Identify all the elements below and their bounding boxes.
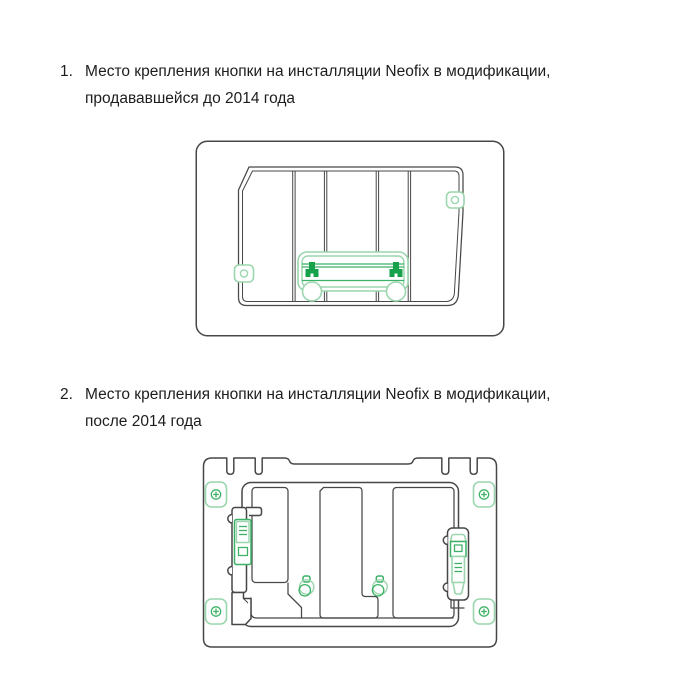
right-mount-tab <box>447 192 465 208</box>
step-2-line-1: Место крепления кнопки на инсталляции Neofix в модификации, <box>85 386 551 403</box>
screw-pad-bottom-left <box>206 599 227 624</box>
step-2-text <box>85 381 550 435</box>
step-2-line-2: после 2014 года <box>85 413 202 430</box>
recess-outline <box>242 483 459 627</box>
screw-pad-bottom-right <box>474 599 495 624</box>
diagram-neofix-pre-2014 <box>195 140 505 342</box>
left-latch-slider <box>235 520 252 565</box>
step-2-number: 2. <box>60 386 73 403</box>
screw-pad-top-right <box>474 482 495 507</box>
right-push-rod-boss <box>387 282 406 301</box>
diagram-neofix-post-2014 <box>202 452 498 657</box>
pre-2014-frame-drawing <box>195 140 505 337</box>
left-mount-tab <box>235 265 254 282</box>
step-2 <box>60 381 550 435</box>
step-1 <box>60 58 550 112</box>
step-1-line-2: продававшейся до 2014 года <box>85 90 296 107</box>
step-1-text <box>85 58 550 112</box>
post-2014-frame-drawing <box>202 452 498 652</box>
right-latch-slider <box>451 535 467 595</box>
screw-pad-top-left <box>206 482 227 507</box>
step-1-line-1: Место крепления кнопки на инсталляции Neofix в модификации, <box>85 63 551 80</box>
left-push-rod-boss <box>303 282 322 301</box>
step-1-number: 1. <box>60 63 73 80</box>
